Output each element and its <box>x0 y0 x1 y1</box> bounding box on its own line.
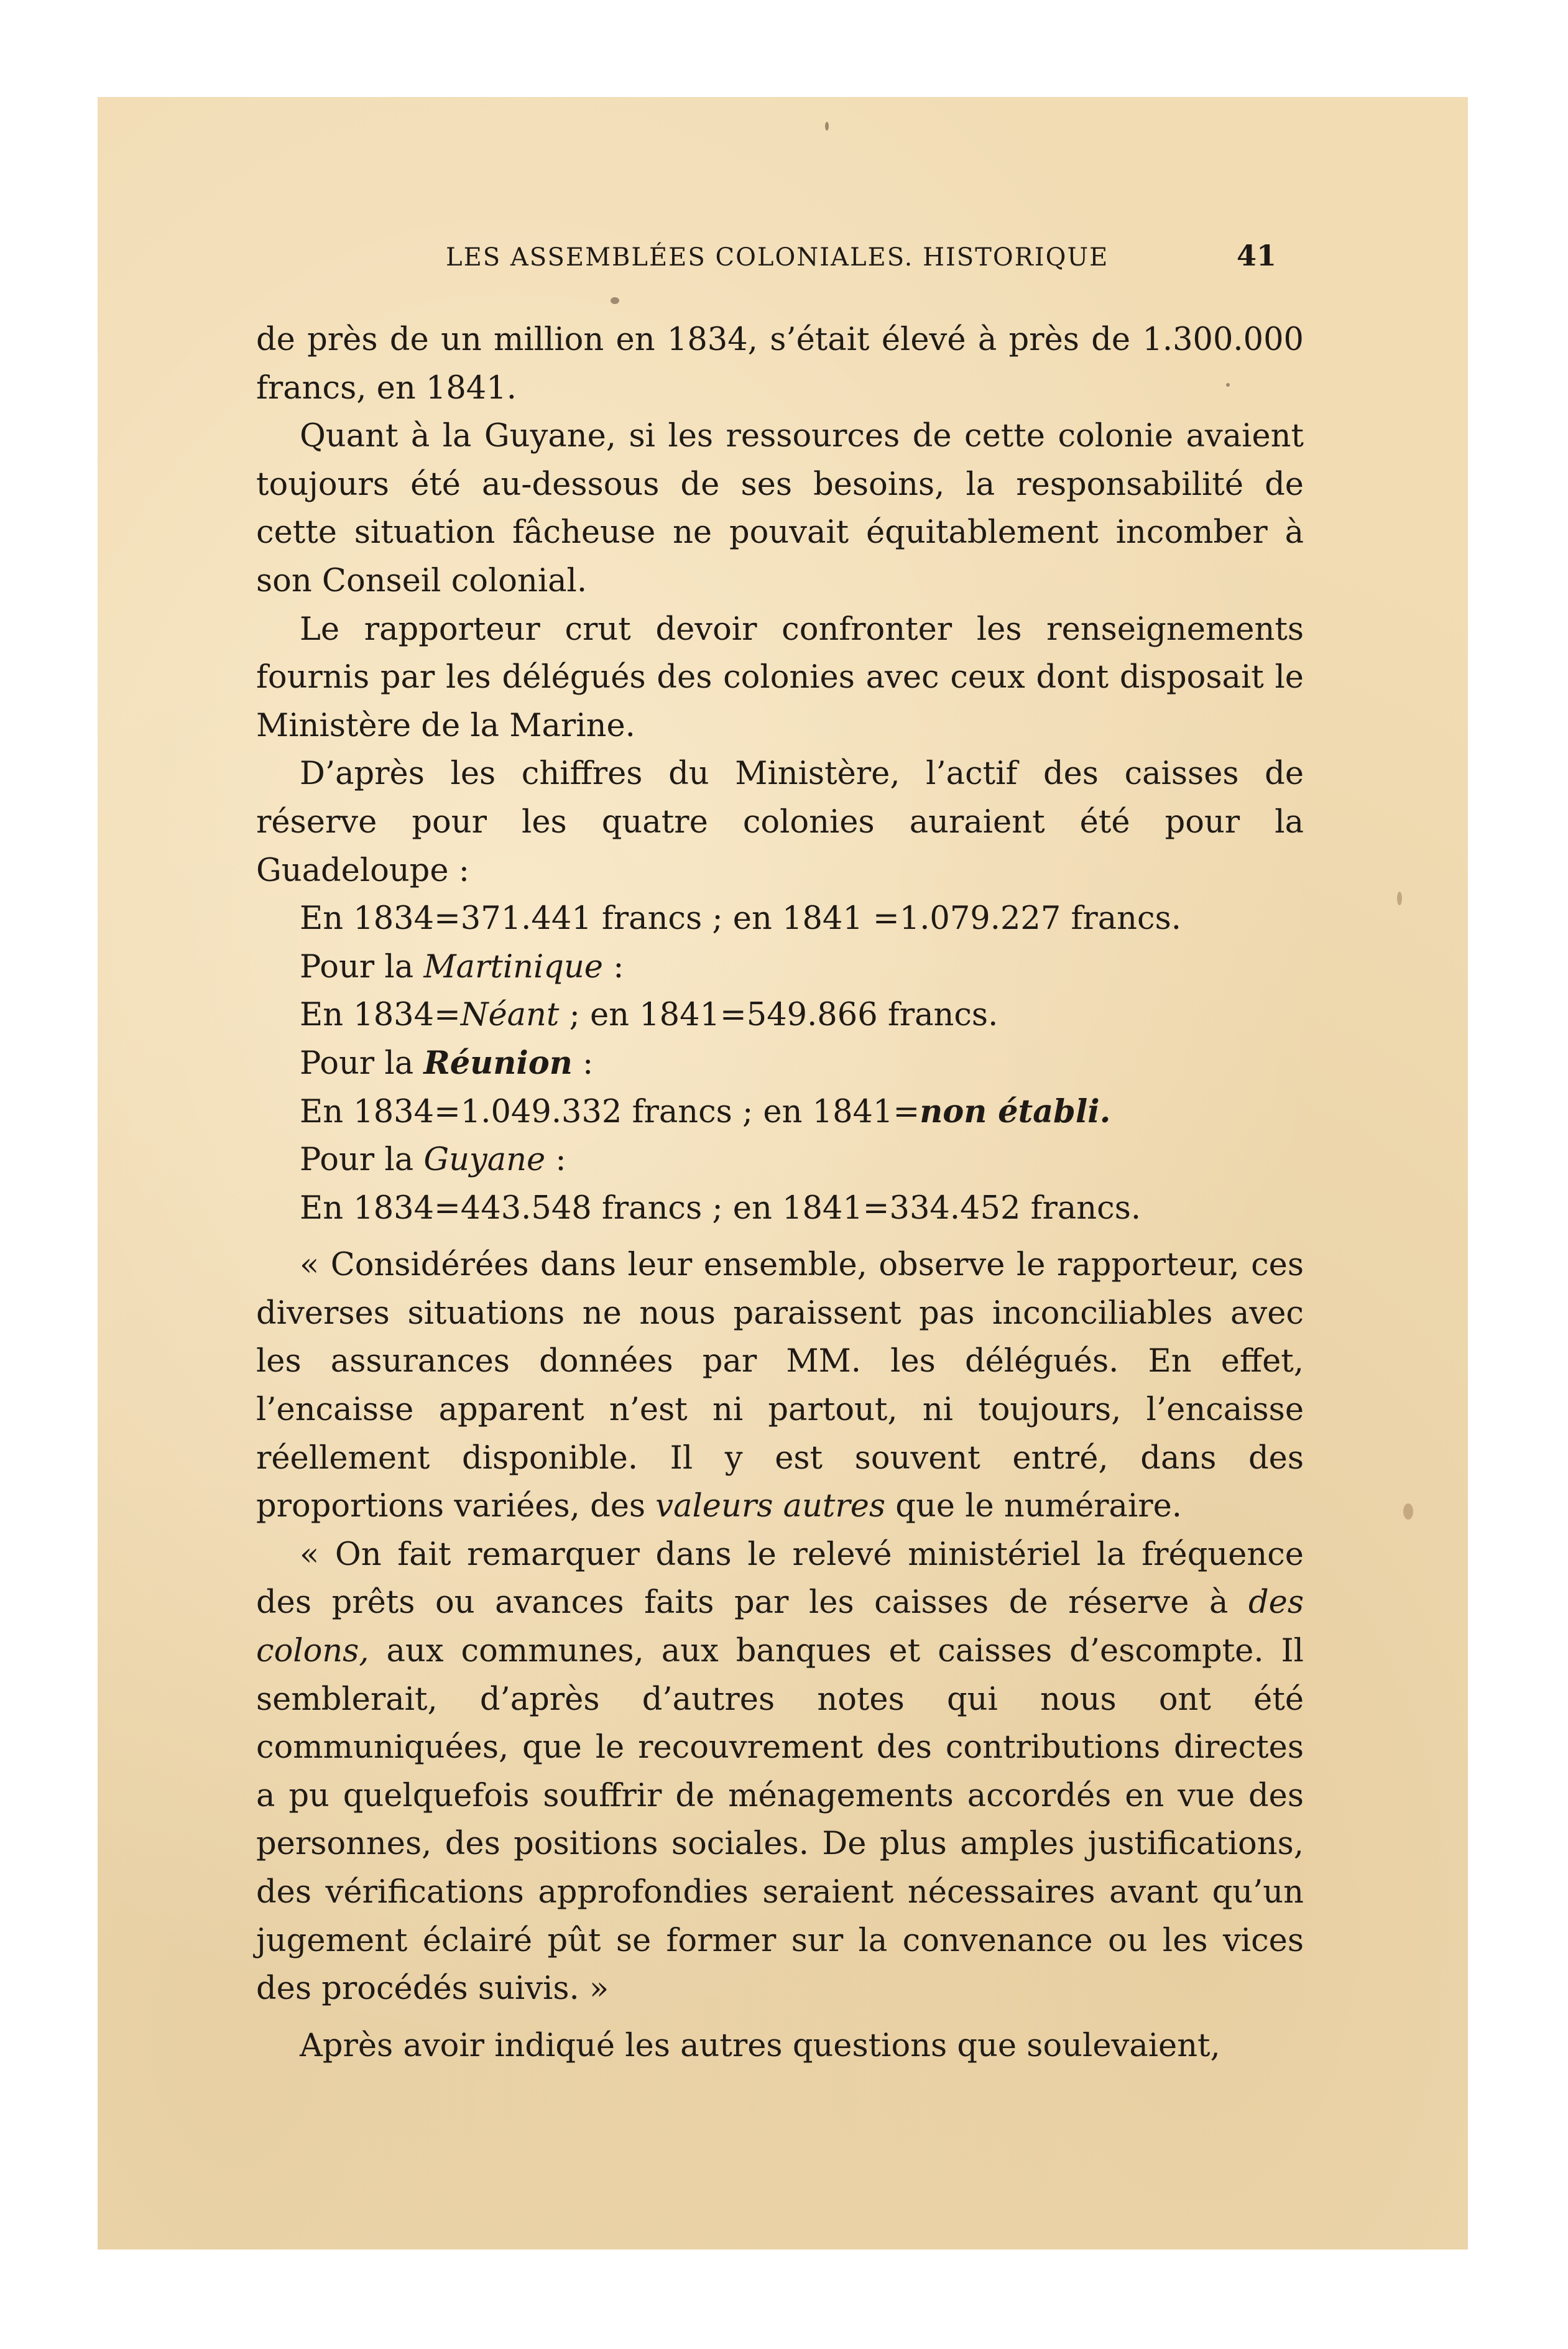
colony-heading-guyane: Pour la Guyane : <box>300 1142 566 1179</box>
figures-line-reunion: En 1834=1.049.332 francs ; en 1841=non établi. <box>300 1092 1111 1130</box>
paragraph: D’après les chiffres du Ministère, l’actif des caisses de réserve pour les quatre colonies auraient été pour la Guadeloupe : <box>256 755 1304 889</box>
paragraph: Le rapporteur crut devoir confronter les renseignements fournis par les délégués des colonies avec ceux dont disposait le Ministère de la Marine. <box>256 611 1304 744</box>
figures-line-martinique: En 1834=Néant ; en 1841=549.866 francs. <box>300 997 998 1034</box>
figures-line-guadeloupe: En 1834=371.441 francs ; en 1841 =1.079.227 francs. <box>300 900 1181 938</box>
colony-name: Martinique <box>423 948 603 985</box>
colony-heading-martinique: Pour la Martinique : <box>300 948 624 985</box>
book-page <box>98 97 1468 2250</box>
quoted-paragraph: « On fait remarquer dans le relevé ministériel la fréquence des prêts ou avances faits par les caisses de réserve à des colons, aux communes, aux banques et caisses d’escompte. Il semblerait, d’après d’autres notes qui nous ont été communiquées, que le recouvrement des contributions directes a pu quelquefois souffrir de ménagements accordés en vue des personnes, des positions sociales. De plus amples justifications, des vérifications approfondies seraient nécessaires avant qu’un jugement éclairé pût se former sur la convenance ou les vices des procédés suivis. » <box>256 1536 1304 2008</box>
ink-speck <box>1397 892 1402 905</box>
ink-speck <box>1403 1503 1413 1520</box>
colony-heading-reunion: Pour la Réunion : <box>300 1044 594 1082</box>
page-body <box>256 316 1304 2070</box>
colony-name: Guyane <box>423 1142 546 1179</box>
colony-name: Réunion <box>423 1044 573 1082</box>
quoted-paragraph: « Considérées dans leur ensemble, observe le rapporteur, ces diverses situations ne nous paraissent pas inconciliables avec les assurances données par MM. les délégués. En effet, l’encaisse apparent n’est ni partout, ni toujours, l’encaisse réellement disponible. Il y est souvent entré, dans des proportions variées, des valeurs autres que le numéraire. <box>256 1247 1304 1525</box>
ink-speck <box>611 297 619 304</box>
closing-line: Après avoir indiqué les autres questions que soulevaient, <box>300 2027 1220 2064</box>
paragraph: de près de un million en 1834, s’était élevé à près de 1.300.000 francs, en 1841. <box>256 321 1304 407</box>
ink-speck <box>825 122 829 131</box>
running-header: LES ASSEMBLÉES COLONIALES. HISTORIQUE <box>446 243 1109 272</box>
figures-line-guyane: En 1834=443.548 francs ; en 1841=334.452 francs. <box>300 1189 1141 1227</box>
page-number: 41 <box>1237 239 1277 272</box>
paragraph: Quant à la Guyane, si les ressources de cette colonie avaient toujours été au-dessous de ses besoins, la responsabilité de cette situation fâcheuse ne pouvait équitablement incomber à son Conseil colonial. <box>256 418 1304 599</box>
